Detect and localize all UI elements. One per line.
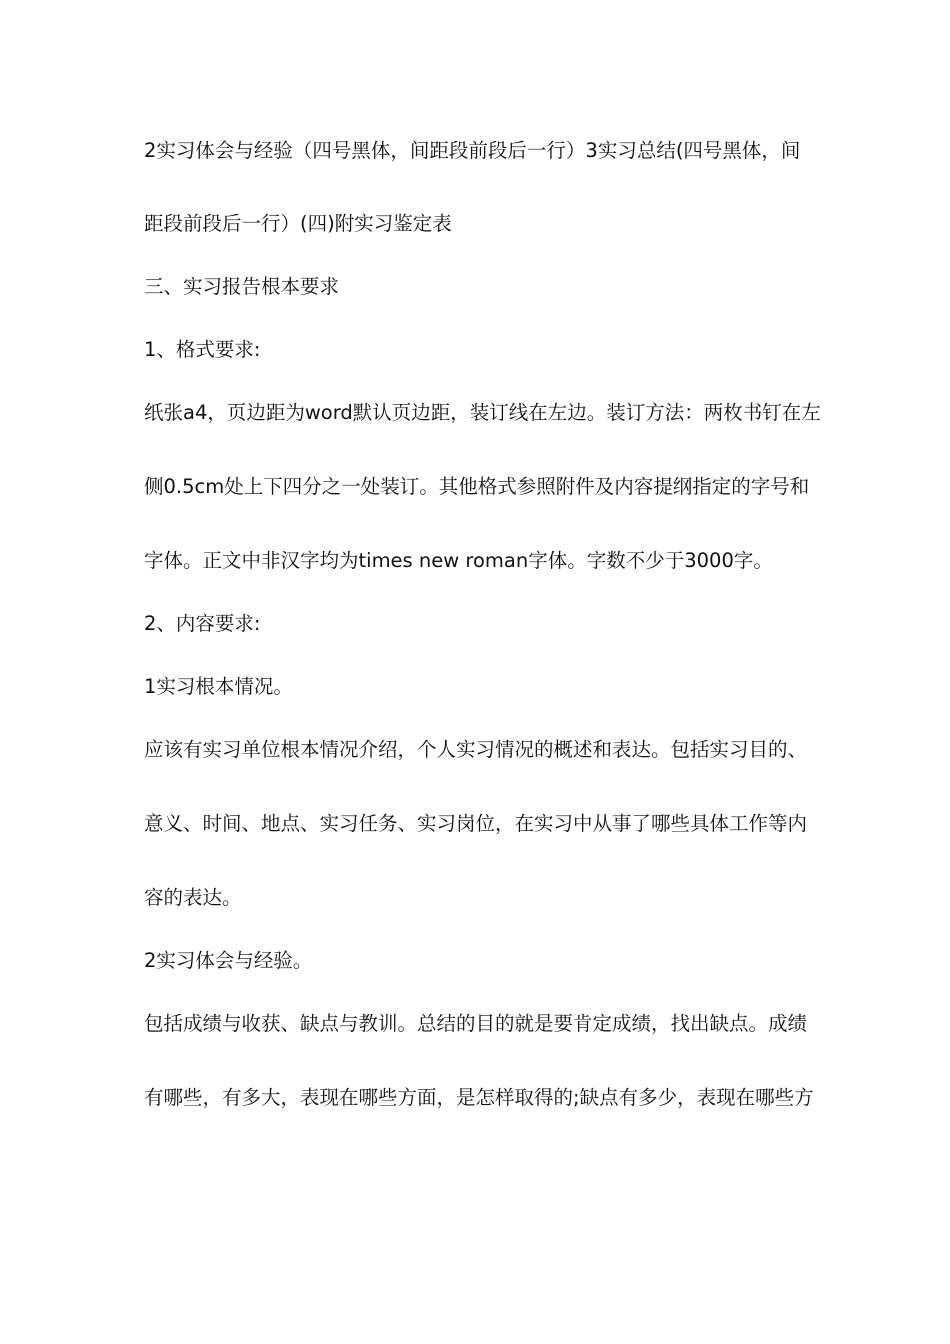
text-line: 2实习体会与经验（四号黑体，间距段前段后一行）3实习总结(四号黑体，间 bbox=[144, 139, 801, 162]
text-line: 容的表达。 bbox=[144, 886, 242, 909]
text-line: 纸张a4，页边距为word默认页边距，装订线在左边。装订方法：两枚书钉在左 bbox=[144, 401, 821, 424]
subsection-heading: 1、格式要求: bbox=[144, 338, 261, 361]
text-line: 应该有实习单位根本情况介绍，个人实习情况的概述和表达。包括实习目的、 bbox=[144, 738, 808, 761]
text-line: 字体。正文中非汉字均为times new roman字体。字数不少于3000字。 bbox=[144, 549, 773, 572]
text-line: 意义、时间、地点、实习任务、实习岗位，在实习中从事了哪些具体工作等内 bbox=[144, 812, 808, 835]
section-heading: 三、实习报告根本要求 bbox=[144, 275, 340, 298]
item-heading: 2实习体会与经验。 bbox=[144, 949, 313, 972]
subsection-heading: 2、内容要求: bbox=[144, 612, 261, 635]
item-heading: 1实习根本情况。 bbox=[144, 675, 293, 698]
text-line: 距段前段后一行）(四)附实习鉴定表 bbox=[144, 212, 452, 235]
text-line: 侧0.5cm处上下四分之一处装订。其他格式参照附件及内容提纲指定的字号和 bbox=[144, 475, 810, 498]
text-line: 有哪些，有多大，表现在哪些方面，是怎样取得的;缺点有多少，表现在哪些方 bbox=[144, 1086, 814, 1109]
text-line: 包括成绩与收获、缺点与教训。总结的目的就是要肯定成绩，找出缺点。成绩 bbox=[144, 1012, 808, 1035]
